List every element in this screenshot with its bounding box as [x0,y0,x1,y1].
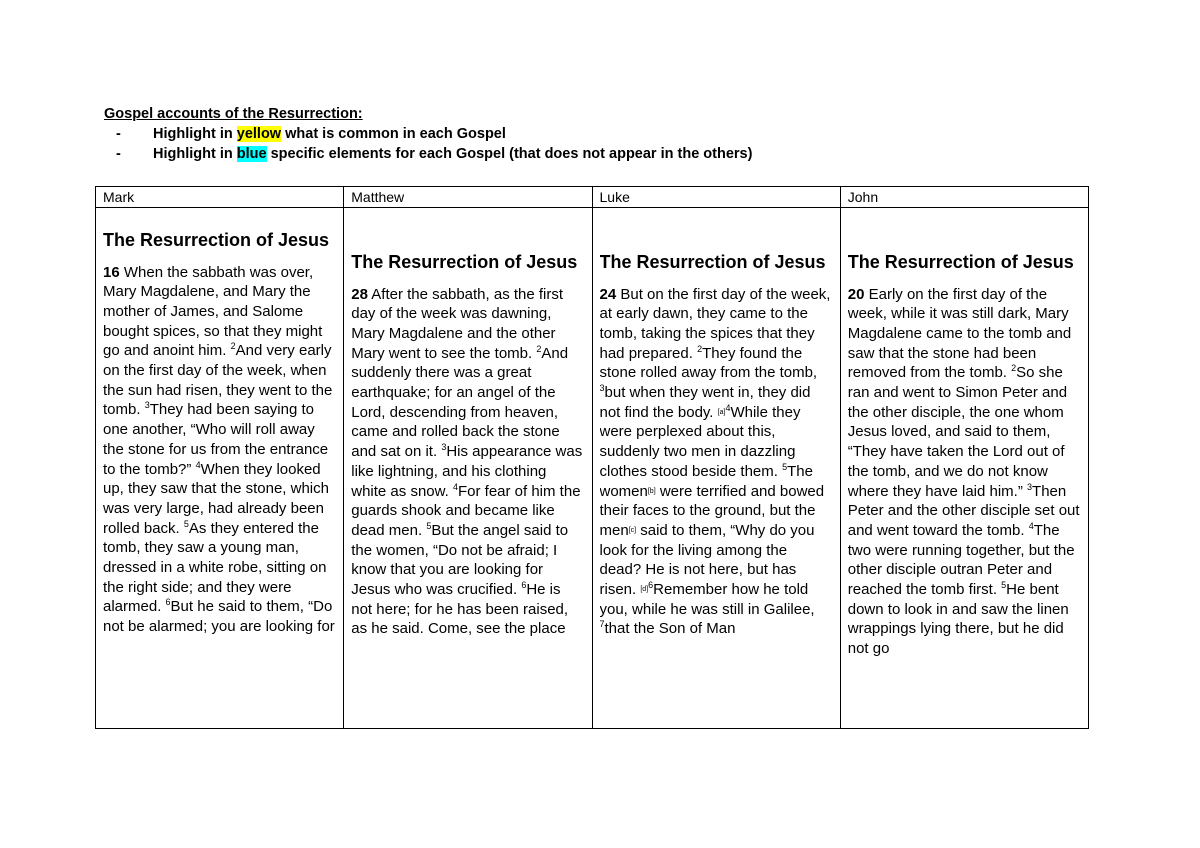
chapter-number: 16 [103,263,120,281]
section-title: The Resurrection of Jesus [103,230,330,250]
section-title: The Resurrection of Jesus [847,252,1074,272]
blue-highlight-word: blue [236,146,267,162]
gospel-comparison-table [95,186,1089,729]
instruction-text: Highlight in yellow what is common in each Gospel [153,126,506,142]
chapter-number: 24 [599,285,617,303]
chapter-number: 28 [351,285,368,303]
bullet-dash: - [116,146,121,162]
chapter-number: 20 [847,285,865,303]
instruction-item [104,144,752,164]
section-title: The Resurrection of Jesus [351,252,578,272]
yellow-highlight-word: yellow [236,126,282,142]
john-passage: 20 Early on the first day of the week, while it was still dark, Mary Magdalene came to the tomb and saw that the stone had been removed from the tomb. $^2$So she ran and went to Simon Peter and the other disciple, the one whom Jesus loved, and said to them, “They have taken the Lord out of the tomb, and we do not know where they have laid him.” $^3$Then Peter and the other disciple set out and went toward the tomb. $^4$The two were running together, but the other disciple outran Peter and reached the tomb first. $^5$He bent down to look in and saw the linen wrappings lying there, but he did not go [847,285,1080,658]
section-title: The Resurrection of Jesus [599,252,826,272]
table-header-row [96,187,1089,208]
bullet-dash: - [116,126,121,142]
luke-cell[interactable] [592,208,840,729]
john-cell[interactable] [840,208,1088,729]
table-row [96,208,1089,729]
footnote-marker[interactable]: [c] [628,526,637,534]
footnote-marker[interactable]: [b] [647,487,656,495]
matthew-cell[interactable] [344,208,592,729]
footnote-marker[interactable]: [a] [717,408,726,416]
column-header-john: John [840,187,1088,208]
instruction-item [104,124,752,144]
column-header-luke: Luke [592,187,840,208]
instruction-text: Highlight in blue specific elements for each Gospel (that does not appear in the others) [153,146,753,162]
column-header-mark: Mark [96,187,344,208]
column-header-matthew: Matthew [344,187,592,208]
instructions-header [104,104,752,164]
mark-passage: 16 When the sabbath was over, Mary Magdalene, and Mary the mother of James, and Salome bought spices, so that they might go and anoint him. $^2$And very early on the first day of the week, when the sun had risen, they went to the tomb. $^3$They had been saying to one another, “Who will roll away the stone for us from the entrance to the tomb?” $^4$When they looked up, they saw that the stone, which was very large, had already been rolled back. $^5$As they entered the tomb, they saw a young man, dressed in a white robe, sitting on the right side; and they were alarmed. $^6$But he said to them, “Do not be alarmed; you are looking for [103,263,335,636]
matthew-passage: 28 After the sabbath, as the first day of the week was dawning, Mary Magdalene and the other Mary went to see the tomb. $^2$And suddenly there was a great earthquake; for an angel of the Lord, descending from heaven, came and rolled back the stone and sat on it. $^3$His appearance was like lightning, and his clothing white as snow. $^4$For fear of him the guards shook and became like dead men. $^5$But the angel said to the women, “Do not be afraid; I know that you are looking for Jesus who was crucified. $^6$He is not here; for he has been raised, as he said. Come, see the place [351,285,583,638]
footnote-marker[interactable]: [d] [640,586,649,594]
page-title: Gospel accounts of the Resurrection: [104,106,363,122]
mark-cell[interactable] [96,208,344,729]
luke-passage: 24 But on the first day of the week, at early dawn, they came to the tomb, taking the spices that they had prepared. $^2$They found the stone rolled away from the tomb, $^3$but when they went in, they did not find the body. $^{[a]4}$While they were perplexed about this, suddenly two men in dazzling clothes stood beside them. $^5$The women[b] were terrified and bowed their faces to the ground, but the men[c] said to them, “Why do you look for the living among the dead? He is not here, but has risen. $^{[d]6}$Remember how he told you, while he was still in Galilee, $^7$that the Son of Man [599,285,831,638]
